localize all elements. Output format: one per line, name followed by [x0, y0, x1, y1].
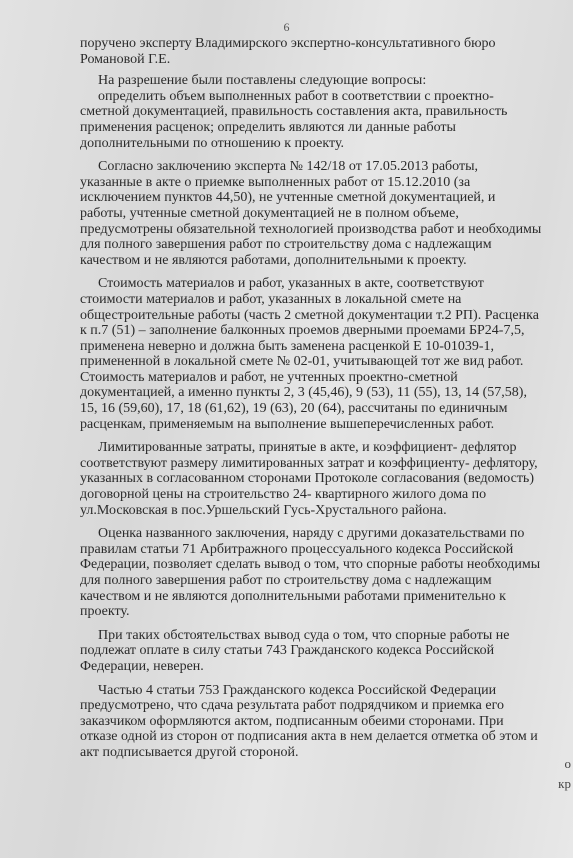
text-line: правилам статьи 71 Арбитражного процессуального кодекса Российской [80, 541, 514, 557]
text-line: Частью 4 статьи 753 Гражданского кодекса Российской Федерации [98, 682, 497, 698]
text-line: применения расценок; определить являются ли данные работы [80, 119, 456, 135]
paragraph-8 [80, 683, 552, 761]
text-line: договорной цены на строительство 24- квартирного жилого дома по [80, 487, 487, 503]
text-line: акт подписывается другой стороной. [80, 744, 299, 760]
text-line: Федерации, позволяет сделать вывод о том, что спорные работы необходимы [80, 557, 541, 573]
text-line: предусмотрены обязательной технологией производства работ и необходимы [80, 221, 542, 237]
text-line: проекту. [80, 604, 130, 620]
text-line: Романовой Г.Е. [80, 51, 171, 67]
text-line: соответствуют размеру лимитированных затрат и коэффициенту- дефлятору, [80, 455, 538, 471]
text-line: Стоимость материалов и работ, указанных в акте, соответствуют [98, 276, 484, 292]
text-line: подлежат оплате в силу статьи 743 Гражданского кодекса Российской [80, 643, 495, 659]
cropped-edge-text: кр [558, 776, 571, 791]
text-line: исключением пунктов 44,50), не учтенные сметной документацией, и [80, 190, 496, 206]
paragraph-3 [80, 159, 552, 268]
text-line: ул.Московская в пос.Уршельский Гусь-Хрустального района. [80, 502, 447, 518]
text-line: Лимитированные затраты, принятые в акте, и коэффициент- дефлятор [98, 440, 517, 456]
text-line: общестроительные работы (часть 2 сметной документации т.2 РП). Расценка [80, 307, 539, 323]
text-line: При таких обстоятельствах вывод суда о том, что спорные работы не [98, 627, 510, 643]
text-line: 15, 16 (59,60), 17, 18 (61,62), 19 (63), 20 (64), рассчитаны по единичным [80, 401, 508, 417]
text-line: к п.7 (51) – заполнение балконных проемов дверными проемами БР24-7,5, [80, 323, 525, 339]
paragraph-4 [80, 276, 552, 432]
text-line: дополнительными по отношению к проекту. [80, 135, 345, 151]
text-line: качеством и не являются дополнительными работами применительно к [80, 588, 506, 604]
text-line: предусмотрено, что сдача результата работ подрядчиком и приемка его [80, 698, 504, 714]
cropped-edge-text: о [564, 756, 571, 771]
text-line: Федерации, неверен. [80, 658, 204, 674]
text-line: определить объем выполненных работ в соответствии с проектно- [98, 88, 494, 104]
text-line: отказе одной из сторон от подписания акта в нем делается отметка об этом и [80, 729, 538, 745]
text-line: стоимости материалов и работ, указанных в локальной смете на [80, 291, 462, 307]
text-line: Согласно заключению эксперта № 142/18 от 17.05.2013 работы, [98, 159, 478, 175]
text-line: сметной документацией, правильность составления акта, правильность [80, 104, 508, 120]
text-line: Оценка названного заключения, наряду с другими доказательствами по [98, 526, 525, 542]
text-line: примененной в локальной смете № 02-01, учитывающей тот же вид работ. [80, 354, 524, 370]
text-line: для полного завершения работ по строительству дома с надлежащим [80, 573, 492, 588]
text-line: указанных в согласованном сторонами Протоколе согласования (ведомость) [80, 471, 534, 487]
text-line: На разрешение были поставлены следующие вопросы: [98, 73, 427, 89]
text-line: для полного завершения работ по строительству дома с надлежащим [80, 237, 492, 253]
text-line: поручено эксперту Владимирского экспертно-консультативного бюро [80, 36, 496, 51]
text-line: документацией, а именно пункты 2, 3 (45,46), 9 (53), 11 (55), 13, 14 (57,58), [80, 385, 527, 401]
paragraph-2 [80, 73, 552, 151]
paragraph-6 [80, 526, 552, 620]
text-line: качеством и не являются работами, дополнительными к проекту. [80, 252, 467, 268]
paragraph-5 [80, 440, 552, 518]
text-line: Стоимость материалов и работ, не учтенных проектно-сметной [80, 369, 458, 385]
paragraph-1 [80, 36, 552, 67]
paragraph-7 [80, 628, 552, 675]
text-line: расценкам, применяемым на выполнение вышеперечисленных работ. [80, 416, 495, 432]
document-body [80, 36, 552, 769]
text-line: применена неверно и должна быть заменена расценкой Е 10-01039-1, [80, 338, 495, 354]
text-line: работы, учтенные сметной документацией не в полном объеме, [80, 205, 459, 221]
page-number: 6 [283, 20, 290, 34]
text-line: указанные в акте о приемке выполненных работ от 15.12.2010 (за [80, 174, 471, 190]
text-line: заказчиком оформляются актом, подписанным обеими сторонами. При [80, 713, 504, 729]
